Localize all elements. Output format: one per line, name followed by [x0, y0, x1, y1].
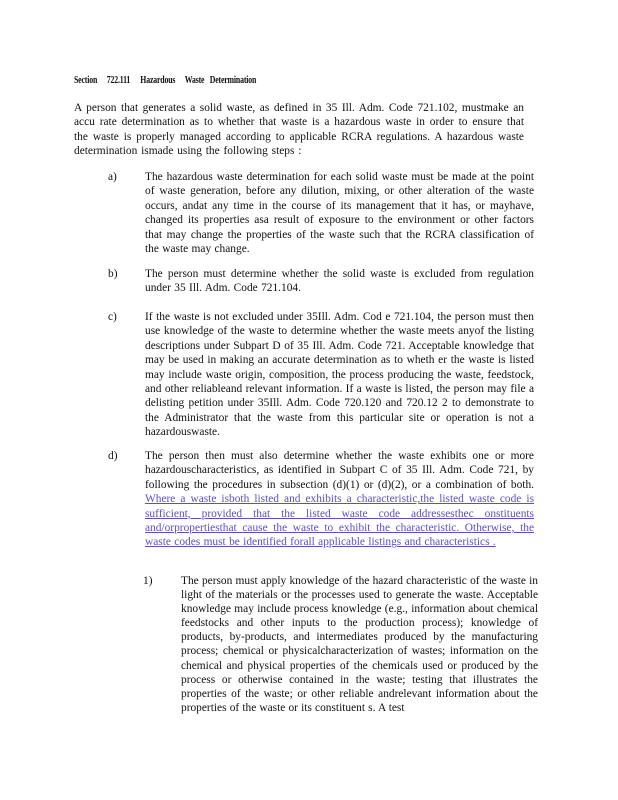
- list-item-label: a): [108, 171, 117, 183]
- intro-paragraph: A person that generates a solid waste, as defined in 35 Ill. Adm. Code 721.102, mustmake an accu rate determination as to whether that waste is a hazardous waste in order to ensure that the waste is properly managed according to applicable RCRA regulations. A hazardous waste determination ismade using the following steps :: [74, 102, 524, 158]
- heading-title-word-2: Waste: [184, 75, 205, 86]
- sub-item-label: 1): [143, 575, 153, 587]
- list-item-text: The person then must also determine whether the waste exhibits one or more hazardouscharacteristics, as identified in Subpart C of 35 Ill. Adm. Code 721, by following the procedures in subsection (d)(1) or (d)(2), or a combination of both.: [145, 450, 534, 491]
- sub-item-text: The person must apply knowledge of the hazard characteristic of the waste in light of the materials or the processes used to generate the waste. Acceptable knowledge may include process knowledge (e.g., information about chemical feedstocks and other inputs to the production process); knowledge of products, by-products, and intermediates produced by the manufacturing process; chemical or physicalcharacterization of wastes; information on the chemical and physical properties of the chemicals used or produced by the process or otherwise contained in the waste; testing that illustrates the properties of the waste; or other reliable andrelevant information about the properties of the waste or its constituent s. A test: [181, 575, 538, 714]
- heading-title-word-3: Determination: [209, 75, 257, 86]
- list-item-text: If the waste is not excluded under 35Ill. Adm. Cod e 721.104, the person must then use knowledge of the waste to determine whether the waste meets anyof the listing descriptions under Subpart D of 35 Ill. Adm. Code 721. Acceptable knowledge that may be used in making an accurate determination as to wheth er the waste is listed may include waste origin, composition, the process producing the waste, feedstock, and other reliableand relevant information. If a waste is listed, the person may file a delisting petition under 35Ill. Adm. Code 720.120 and 720.12 2 to demonstrate to the Administrator that the waste from this particular site or operation is not a hazardouswaste.: [145, 311, 534, 439]
- list-item-text: The person must determine whether the solid waste is excluded from regulation under 35 Ill. Adm. Code 721.104.: [145, 268, 534, 295]
- list-item-text: The hazardous waste determination for each solid waste must be made at the point of waste generation, before any dilution, mixing, or other alteration of the waste occurs, andat any time in the course of its management that it has, or mayhave, changed its properties asa result of exposure to the environment or other factors that may change the properties of the waste such that the RCRA classification of the waste may change.: [145, 171, 534, 256]
- list-item-label: c): [108, 311, 117, 323]
- section-heading: [74, 75, 256, 86]
- inserted-amendment-text[interactable]: Where a waste isboth listed and exhibits a characteristic,the listed waste code is sufficient, provided that the listed waste code addressesthec onstituents and/orpropertiesthat cause the waste to exhibit the characteristic. Otherwise, the waste codes must be identified forall applicable listings and characteristics .: [145, 493, 534, 549]
- heading-section-label: Section: [74, 75, 98, 86]
- list-item-text-group: [145, 449, 534, 550]
- heading-section-number: 722.111: [106, 75, 131, 86]
- list-item-label: b): [108, 268, 118, 280]
- list-item-label: d): [108, 450, 118, 462]
- heading-title-word-1: Hazardous: [140, 75, 176, 86]
